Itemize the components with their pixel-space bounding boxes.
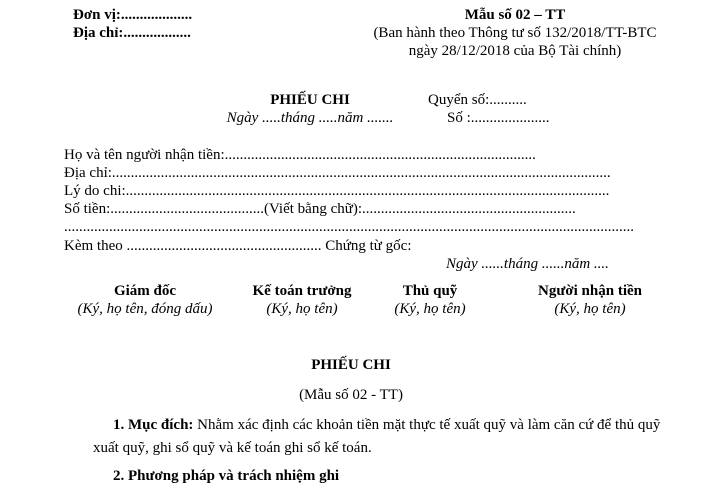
amount-field: Số tiền:.........................................(Viết bằng chữ):.........................................................	[64, 201, 576, 217]
purpose-label: 1. Mục đích:	[113, 417, 194, 433]
signature-title-cashier: Thủ quỹ	[402, 283, 458, 299]
address-label: Địa chỉ:..................	[73, 25, 191, 41]
purpose-text: Nhằm xác định các khoản tiền mặt thực tế xuất quỹ và làm căn cứ để thủ quỹ xuất quỹ, ghi sổ quỹ và kế toán ghi sổ kế toán.	[93, 417, 661, 456]
unit-label: Đơn vị:...................	[73, 7, 193, 23]
sign-date-line: Ngày ......tháng ......năm ....	[446, 256, 609, 272]
voucher-number: Số :.....................	[447, 110, 550, 126]
signature-note-director: (Ký, họ tên, đóng dấu)	[77, 301, 213, 317]
purpose-paragraph	[93, 414, 683, 460]
recipient-field: Họ và tên người nhận tiền:...................................................................................	[64, 147, 536, 163]
guide-title: PHIẾU CHI	[311, 357, 391, 373]
issued-by-line1: (Ban hành theo Thông tư số 132/2018/TT-BTC	[373, 25, 657, 41]
book-number: Quyển số:..........	[428, 92, 527, 108]
address-field: Địa chỉ:.....................................................................................................................................	[64, 165, 611, 181]
issued-by-line2: ngày 28/12/2018 của Bộ Tài chính)	[408, 43, 622, 59]
signature-title-chief-accountant: Kế toán trưởng	[252, 283, 352, 299]
reason-field: Lý do chi:.................................................................................................................................	[64, 183, 610, 199]
signature-title-director: Giám đốc	[113, 283, 177, 299]
blank-line: ........................................................................................................................................................	[64, 219, 634, 235]
signature-title-recipient: Người nhận tiền	[538, 283, 642, 299]
form-code: Mẫu số 02 – TT	[464, 7, 566, 23]
signature-note-chief-accountant: (Ký, họ tên)	[266, 301, 338, 317]
voucher-title: PHIẾU CHI	[270, 92, 350, 108]
voucher-date-line: Ngày .....tháng .....năm .......	[226, 110, 394, 126]
method-heading: 2. Phương pháp và trách nhiệm ghi	[113, 468, 340, 484]
guide-subtitle: (Mẫu số 02 - TT)	[299, 387, 403, 403]
attached-docs-field: Kèm theo .................................................... Chứng từ gốc:	[64, 238, 412, 254]
signature-note-recipient: (Ký, họ tên)	[554, 301, 626, 317]
signature-note-cashier: (Ký, họ tên)	[394, 301, 466, 317]
